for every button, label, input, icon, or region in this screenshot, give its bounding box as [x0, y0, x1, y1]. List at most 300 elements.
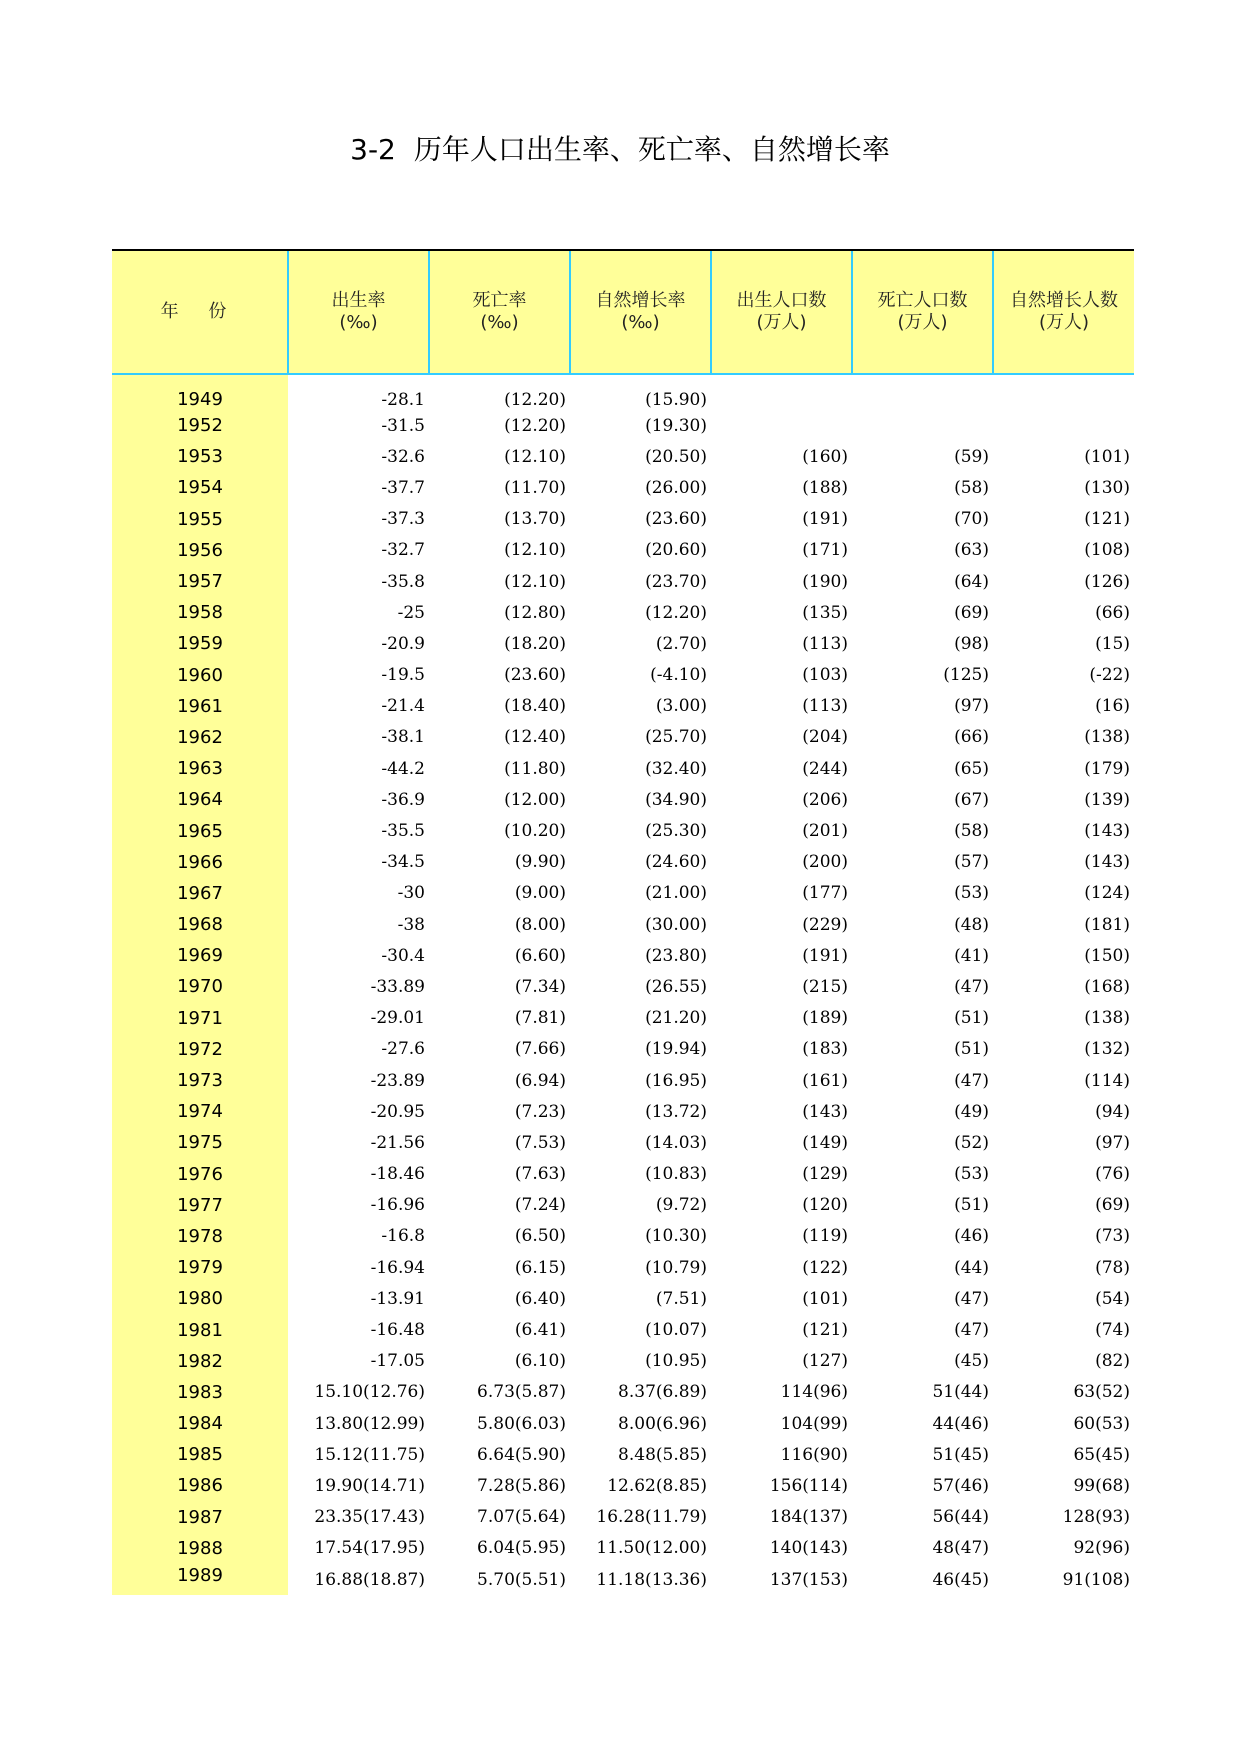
death-rate-cell: (12.20) — [504, 415, 566, 436]
death-rate-cell: (23.60) — [504, 665, 566, 686]
deaths-cell: (64) — [954, 571, 989, 592]
table-row — [112, 847, 1134, 878]
death-rate-cell: (9.90) — [514, 852, 566, 873]
natural-growth-cell: (179) — [1084, 758, 1130, 779]
births-cell: (200) — [802, 852, 848, 873]
natural-growth-rate-cell: (21.20) — [645, 1008, 707, 1029]
natural-growth-cell: (69) — [1095, 1195, 1130, 1216]
natural-growth-cell: 99(68) — [1073, 1475, 1130, 1496]
deaths-cell: 51(44) — [932, 1382, 989, 1403]
natural-growth-rate-cell: (-4.10) — [650, 665, 707, 686]
year-cell: 1986 — [112, 1470, 288, 1501]
header-unit: (万人) — [1038, 312, 1090, 333]
table-row — [112, 722, 1134, 753]
table-row — [112, 374, 1134, 410]
natural-growth-rate-cell: (16.95) — [645, 1070, 707, 1091]
year-cell: 1959 — [112, 628, 288, 659]
header-row — [112, 250, 1134, 374]
natural-growth-cell: 128(93) — [1062, 1507, 1130, 1528]
birth-rate-cell: 19.90(14.71) — [314, 1475, 425, 1496]
natural-growth-rate-cell: (10.30) — [645, 1226, 707, 1247]
year-cell: 1962 — [112, 722, 288, 753]
births-cell: (183) — [802, 1039, 848, 1060]
natural-growth-rate-cell: (14.03) — [645, 1132, 707, 1153]
death-rate-cell: (6.15) — [514, 1257, 566, 1278]
deaths-cell: 48(47) — [932, 1538, 989, 1559]
header-label: 死亡率 — [472, 290, 527, 311]
year-cell: 1981 — [112, 1314, 288, 1345]
year-cell: 1958 — [112, 597, 288, 628]
natural-growth-rate-cell: 8.48(5.85) — [618, 1444, 707, 1465]
births-cell: (191) — [802, 945, 848, 966]
births-cell: (160) — [802, 446, 848, 467]
natural-growth-cell: 65(45) — [1073, 1444, 1130, 1465]
deaths-cell: (52) — [954, 1132, 989, 1153]
births-cell: (101) — [802, 1288, 848, 1309]
births-cell: (177) — [802, 883, 848, 904]
birth-rate-cell: -21.4 — [381, 696, 425, 717]
death-rate-cell: (12.10) — [504, 540, 566, 561]
year-cell: 1983 — [112, 1377, 288, 1408]
natural-growth-rate-cell: (19.94) — [645, 1039, 707, 1060]
deaths-cell: (59) — [954, 446, 989, 467]
page-title — [0, 128, 1240, 168]
deaths-cell: (51) — [954, 1039, 989, 1060]
header-unit: (‰) — [480, 312, 519, 333]
death-rate-cell: (7.34) — [514, 976, 566, 997]
deaths-cell: (63) — [954, 540, 989, 561]
header-natural-growth-rate — [570, 250, 711, 374]
birth-rate-cell: -32.7 — [381, 540, 425, 561]
death-rate-cell: (8.00) — [514, 914, 566, 935]
birth-rate-cell: -19.5 — [381, 665, 425, 686]
deaths-cell: (48) — [954, 914, 989, 935]
natural-growth-rate-cell: (23.60) — [645, 509, 707, 530]
header-label: 自然增长人数 — [1010, 290, 1118, 311]
table-row — [112, 815, 1134, 846]
year-cell: 1960 — [112, 660, 288, 691]
births-cell: 137(153) — [769, 1569, 848, 1590]
births-cell: (161) — [802, 1070, 848, 1091]
deaths-cell: 56(44) — [932, 1507, 989, 1528]
death-rate-cell: (12.00) — [504, 789, 566, 810]
births-cell: (190) — [802, 571, 848, 592]
birth-rate-cell: -32.6 — [381, 446, 425, 467]
table-header — [112, 250, 1134, 374]
birth-rate-cell: -44.2 — [381, 758, 425, 779]
birth-rate-cell: -20.9 — [381, 633, 425, 654]
natural-growth-rate-cell: (10.95) — [645, 1351, 707, 1372]
deaths-cell — [852, 374, 993, 410]
table-row — [112, 1003, 1134, 1034]
year-cell: 1965 — [112, 815, 288, 846]
births-cell: (103) — [802, 665, 848, 686]
death-rate-cell: (12.20) — [504, 389, 566, 410]
natural-growth-cell: (139) — [1084, 789, 1130, 810]
births-cell: (122) — [802, 1257, 848, 1278]
birth-rate-cell: -38 — [397, 914, 425, 935]
header-unit: (‰) — [621, 312, 660, 333]
year-cell: 1964 — [112, 784, 288, 815]
natural-growth-cell: (138) — [1084, 727, 1130, 748]
birth-rate-cell: 15.10(12.76) — [314, 1382, 425, 1403]
natural-growth-rate-cell: (10.83) — [645, 1164, 707, 1185]
table-row — [112, 691, 1134, 722]
year-cell: 1963 — [112, 753, 288, 784]
natural-growth-cell: (15) — [1095, 633, 1130, 654]
year-cell: 1977 — [112, 1190, 288, 1221]
deaths-cell: (58) — [954, 477, 989, 498]
table-row — [112, 628, 1134, 659]
deaths-cell: (58) — [954, 821, 989, 842]
birth-rate-cell: -37.7 — [381, 477, 425, 498]
births-cell: (191) — [802, 509, 848, 530]
year-cell: 1952 — [112, 410, 288, 441]
year-cell: 1975 — [112, 1127, 288, 1158]
deaths-cell: (69) — [954, 602, 989, 623]
natural-growth-cell: (16) — [1095, 696, 1130, 717]
death-rate-cell: (6.94) — [514, 1070, 566, 1091]
births-cell: (189) — [802, 1008, 848, 1029]
deaths-cell — [852, 410, 993, 441]
natural-growth-rate-cell: (32.40) — [645, 758, 707, 779]
death-rate-cell: 6.64(5.90) — [477, 1444, 566, 1465]
year-cell: 1985 — [112, 1439, 288, 1470]
year-cell: 1973 — [112, 1065, 288, 1096]
birth-rate-cell: -31.5 — [381, 415, 425, 436]
header-birth-rate — [288, 250, 429, 374]
natural-growth-cell: (143) — [1084, 821, 1130, 842]
natural-growth-rate-cell: (13.72) — [645, 1101, 707, 1122]
natural-growth-rate-cell: (26.00) — [645, 477, 707, 498]
deaths-cell: (70) — [954, 509, 989, 530]
death-rate-cell: (11.80) — [504, 758, 566, 779]
table-row — [112, 1502, 1134, 1533]
header-death-rate — [429, 250, 570, 374]
deaths-cell: 51(45) — [932, 1444, 989, 1465]
births-cell: (113) — [802, 633, 848, 654]
death-rate-cell: (13.70) — [504, 509, 566, 530]
natural-growth-rate-cell: (12.20) — [645, 602, 707, 623]
deaths-cell: (125) — [943, 665, 989, 686]
death-rate-cell: (6.60) — [514, 945, 566, 966]
year-cell: 1979 — [112, 1252, 288, 1283]
deaths-cell: (57) — [954, 852, 989, 873]
birth-rate-cell: -34.5 — [381, 852, 425, 873]
table-row — [112, 1470, 1134, 1501]
death-rate-cell: (6.40) — [514, 1288, 566, 1309]
table-row — [112, 1346, 1134, 1377]
table-row — [112, 878, 1134, 909]
year-cell: 1949 — [112, 374, 288, 410]
death-rate-cell: 6.04(5.95) — [477, 1538, 566, 1559]
header-natural-growth — [993, 250, 1134, 374]
natural-growth-rate-cell: (23.80) — [645, 945, 707, 966]
table-body — [112, 374, 1134, 1595]
birth-rate-cell: -13.91 — [370, 1288, 425, 1309]
year-cell: 1984 — [112, 1408, 288, 1439]
natural-growth-rate-cell: (25.70) — [645, 727, 707, 748]
natural-growth-rate-cell: 11.18(13.36) — [596, 1569, 707, 1590]
natural-growth-cell: (78) — [1095, 1257, 1130, 1278]
births-cell: (135) — [802, 602, 848, 623]
year-cell: 1970 — [112, 971, 288, 1002]
year-cell: 1961 — [112, 691, 288, 722]
death-rate-cell: (10.20) — [504, 821, 566, 842]
year-cell: 1982 — [112, 1346, 288, 1377]
natural-growth-cell: (124) — [1084, 883, 1130, 904]
births-cell: 156(114) — [769, 1475, 848, 1496]
year-cell: 1968 — [112, 909, 288, 940]
deaths-cell: (97) — [954, 696, 989, 717]
death-rate-cell: (7.66) — [514, 1039, 566, 1060]
header-label: 死亡人口数 — [877, 290, 968, 311]
births-cell — [711, 410, 852, 441]
death-rate-cell: (7.24) — [514, 1195, 566, 1216]
deaths-cell: (67) — [954, 789, 989, 810]
birth-rate-cell: -23.89 — [370, 1070, 425, 1091]
birth-rate-cell: -29.01 — [370, 1008, 425, 1029]
year-cell: 1955 — [112, 504, 288, 535]
table-title: 历年人口出生率、死亡率、自然增长率 — [413, 133, 890, 166]
natural-growth-cell: (101) — [1084, 446, 1130, 467]
table-row — [112, 1283, 1134, 1314]
natural-growth-cell: 91(108) — [1062, 1569, 1130, 1590]
year-cell: 1978 — [112, 1221, 288, 1252]
deaths-cell: (47) — [954, 1320, 989, 1341]
table-row — [112, 1127, 1134, 1158]
birth-rate-cell: -35.5 — [381, 821, 425, 842]
year-cell: 1989 — [112, 1564, 288, 1595]
death-rate-cell: (7.23) — [514, 1101, 566, 1122]
header-deaths — [852, 250, 993, 374]
year-cell: 1971 — [112, 1003, 288, 1034]
death-rate-cell: (12.40) — [504, 727, 566, 748]
table-row — [112, 1533, 1134, 1564]
births-cell: 116(90) — [780, 1444, 848, 1465]
natural-growth-cell: (94) — [1095, 1101, 1130, 1122]
deaths-cell: (47) — [954, 1288, 989, 1309]
deaths-cell: (49) — [954, 1101, 989, 1122]
year-cell: 1957 — [112, 566, 288, 597]
natural-growth-cell: (82) — [1095, 1351, 1130, 1372]
table-row — [112, 1190, 1134, 1221]
table-row — [112, 597, 1134, 628]
births-cell: (244) — [802, 758, 848, 779]
year-cell: 1969 — [112, 940, 288, 971]
year-cell: 1976 — [112, 1159, 288, 1190]
deaths-cell: (45) — [954, 1351, 989, 1372]
deaths-cell: (51) — [954, 1008, 989, 1029]
natural-growth-cell: (132) — [1084, 1039, 1130, 1060]
natural-growth-cell: (150) — [1084, 945, 1130, 966]
natural-growth-rate-cell: 11.50(12.00) — [596, 1538, 707, 1559]
natural-growth-rate-cell: (9.72) — [655, 1195, 707, 1216]
natural-growth-cell: (97) — [1095, 1132, 1130, 1153]
births-cell: (121) — [802, 1320, 848, 1341]
death-rate-cell: 7.28(5.86) — [477, 1475, 566, 1496]
year-cell: 1980 — [112, 1283, 288, 1314]
header-label: 年 份 — [160, 301, 239, 322]
deaths-cell: (41) — [954, 945, 989, 966]
natural-growth-rate-cell: (20.50) — [645, 446, 707, 467]
birth-rate-cell: 17.54(17.95) — [314, 1538, 425, 1559]
natural-growth-cell — [993, 410, 1134, 441]
natural-growth-cell: (108) — [1084, 540, 1130, 561]
births-cell: (120) — [802, 1195, 848, 1216]
natural-growth-rate-cell: (3.00) — [655, 696, 707, 717]
year-cell: 1974 — [112, 1096, 288, 1127]
birth-rate-cell: -37.3 — [381, 509, 425, 530]
birth-rate-cell: -25 — [397, 602, 425, 623]
table-row — [112, 1314, 1134, 1345]
natural-growth-cell: (66) — [1095, 602, 1130, 623]
natural-growth-rate-cell: 8.37(6.89) — [618, 1382, 707, 1403]
natural-growth-rate-cell: (2.70) — [655, 633, 707, 654]
table-row — [112, 660, 1134, 691]
births-cell: (149) — [802, 1132, 848, 1153]
natural-growth-cell: 92(96) — [1073, 1538, 1130, 1559]
header-year — [112, 250, 288, 374]
birth-rate-cell: -33.89 — [370, 976, 425, 997]
natural-growth-rate-cell: (7.51) — [655, 1288, 707, 1309]
table-row — [112, 504, 1134, 535]
death-rate-cell: (18.20) — [504, 633, 566, 654]
death-rate-cell: (6.41) — [514, 1320, 566, 1341]
deaths-cell: 46(45) — [932, 1569, 989, 1590]
natural-growth-cell: 60(53) — [1073, 1413, 1130, 1434]
birth-rate-cell: 13.80(12.99) — [314, 1413, 425, 1434]
natural-growth-rate-cell: (26.55) — [645, 976, 707, 997]
death-rate-cell: (7.81) — [514, 1008, 566, 1029]
birth-rate-cell: -28.1 — [381, 389, 425, 410]
natural-growth-rate-cell: (20.60) — [645, 540, 707, 561]
births-cell: 184(137) — [769, 1507, 848, 1528]
birth-rate-cell: -38.1 — [381, 727, 425, 748]
birth-rate-cell: -20.95 — [370, 1101, 425, 1122]
natural-growth-cell: (181) — [1084, 914, 1130, 935]
table-row — [112, 1252, 1134, 1283]
death-rate-cell: (12.80) — [504, 602, 566, 623]
births-cell: (127) — [802, 1351, 848, 1372]
year-cell: 1966 — [112, 847, 288, 878]
year-cell: 1988 — [112, 1533, 288, 1564]
natural-growth-cell: (73) — [1095, 1226, 1130, 1247]
birth-rate-cell: -30 — [397, 883, 425, 904]
births-cell: (215) — [802, 976, 848, 997]
births-cell: (129) — [802, 1164, 848, 1185]
deaths-cell: 44(46) — [932, 1413, 989, 1434]
deaths-cell: (51) — [954, 1195, 989, 1216]
birth-rate-cell: -35.8 — [381, 571, 425, 592]
table-row — [112, 535, 1134, 566]
death-rate-cell: (12.10) — [504, 571, 566, 592]
table-row — [112, 784, 1134, 815]
natural-growth-rate-cell: (10.79) — [645, 1257, 707, 1278]
population-rate-table — [112, 249, 1134, 1595]
death-rate-cell: 6.73(5.87) — [477, 1382, 566, 1403]
deaths-cell: (98) — [954, 633, 989, 654]
death-rate-cell: (11.70) — [504, 477, 566, 498]
table-row — [112, 1377, 1134, 1408]
table-row — [112, 410, 1134, 441]
natural-growth-rate-cell: (34.90) — [645, 789, 707, 810]
natural-growth-cell: (126) — [1084, 571, 1130, 592]
table-row — [112, 1439, 1134, 1470]
birth-rate-cell: -16.94 — [370, 1257, 425, 1278]
natural-growth-cell: (121) — [1084, 509, 1130, 530]
deaths-cell: (53) — [954, 1164, 989, 1185]
birth-rate-cell: -16.48 — [370, 1320, 425, 1341]
deaths-cell: 57(46) — [932, 1475, 989, 1496]
births-cell: (119) — [802, 1226, 848, 1247]
birth-rate-cell: -17.05 — [370, 1351, 425, 1372]
natural-growth-cell: (114) — [1084, 1070, 1130, 1091]
table-row — [112, 971, 1134, 1002]
birth-rate-cell: -18.46 — [370, 1164, 425, 1185]
death-rate-cell: (6.50) — [514, 1226, 566, 1247]
natural-growth-rate-cell: (23.70) — [645, 571, 707, 592]
table-row — [112, 472, 1134, 503]
header-label: 出生率 — [331, 290, 386, 311]
births-cell: (229) — [802, 914, 848, 935]
deaths-cell: (65) — [954, 758, 989, 779]
birth-rate-cell: 16.88(18.87) — [314, 1569, 425, 1590]
header-unit: (万人) — [756, 312, 807, 333]
natural-growth-rate-cell: (24.60) — [645, 852, 707, 873]
header-unit: (万人) — [897, 312, 948, 333]
death-rate-cell: 5.70(5.51) — [477, 1569, 566, 1590]
table-row — [112, 566, 1134, 597]
birth-rate-cell: -16.8 — [381, 1226, 425, 1247]
year-cell: 1987 — [112, 1502, 288, 1533]
death-rate-cell: 5.80(6.03) — [477, 1413, 566, 1434]
births-cell: (188) — [802, 477, 848, 498]
natural-growth-rate-cell: (21.00) — [645, 883, 707, 904]
table-row — [112, 753, 1134, 784]
natural-growth-cell: 63(52) — [1073, 1382, 1130, 1403]
death-rate-cell: (7.53) — [514, 1132, 566, 1153]
natural-growth-cell: (138) — [1084, 1008, 1130, 1029]
table-row — [112, 1096, 1134, 1127]
birth-rate-cell: -27.6 — [381, 1039, 425, 1060]
deaths-cell: (47) — [954, 976, 989, 997]
natural-growth-rate-cell: (15.90) — [645, 389, 707, 410]
birth-rate-cell: -21.56 — [370, 1132, 425, 1153]
births-cell: (143) — [802, 1101, 848, 1122]
year-cell: 1954 — [112, 472, 288, 503]
year-cell: 1953 — [112, 441, 288, 472]
table-row — [112, 1408, 1134, 1439]
natural-growth-rate-cell: 8.00(6.96) — [618, 1413, 707, 1434]
natural-growth-rate-cell: 16.28(11.79) — [596, 1507, 707, 1528]
births-cell: 114(96) — [780, 1382, 848, 1403]
natural-growth-rate-cell: (19.30) — [645, 415, 707, 436]
natural-growth-cell: (168) — [1084, 976, 1130, 997]
header-label: 自然增长率 — [595, 290, 686, 311]
births-cell: (201) — [802, 821, 848, 842]
birth-rate-cell: -16.96 — [370, 1195, 425, 1216]
death-rate-cell: (6.10) — [514, 1351, 566, 1372]
births-cell: (206) — [802, 789, 848, 810]
natural-growth-rate-cell: (10.07) — [645, 1320, 707, 1341]
natural-growth-cell: (130) — [1084, 477, 1130, 498]
natural-growth-rate-cell: (25.30) — [645, 821, 707, 842]
natural-growth-cell: (143) — [1084, 852, 1130, 873]
deaths-cell: (44) — [954, 1257, 989, 1278]
year-cell: 1967 — [112, 878, 288, 909]
natural-growth-cell: (54) — [1095, 1288, 1130, 1309]
